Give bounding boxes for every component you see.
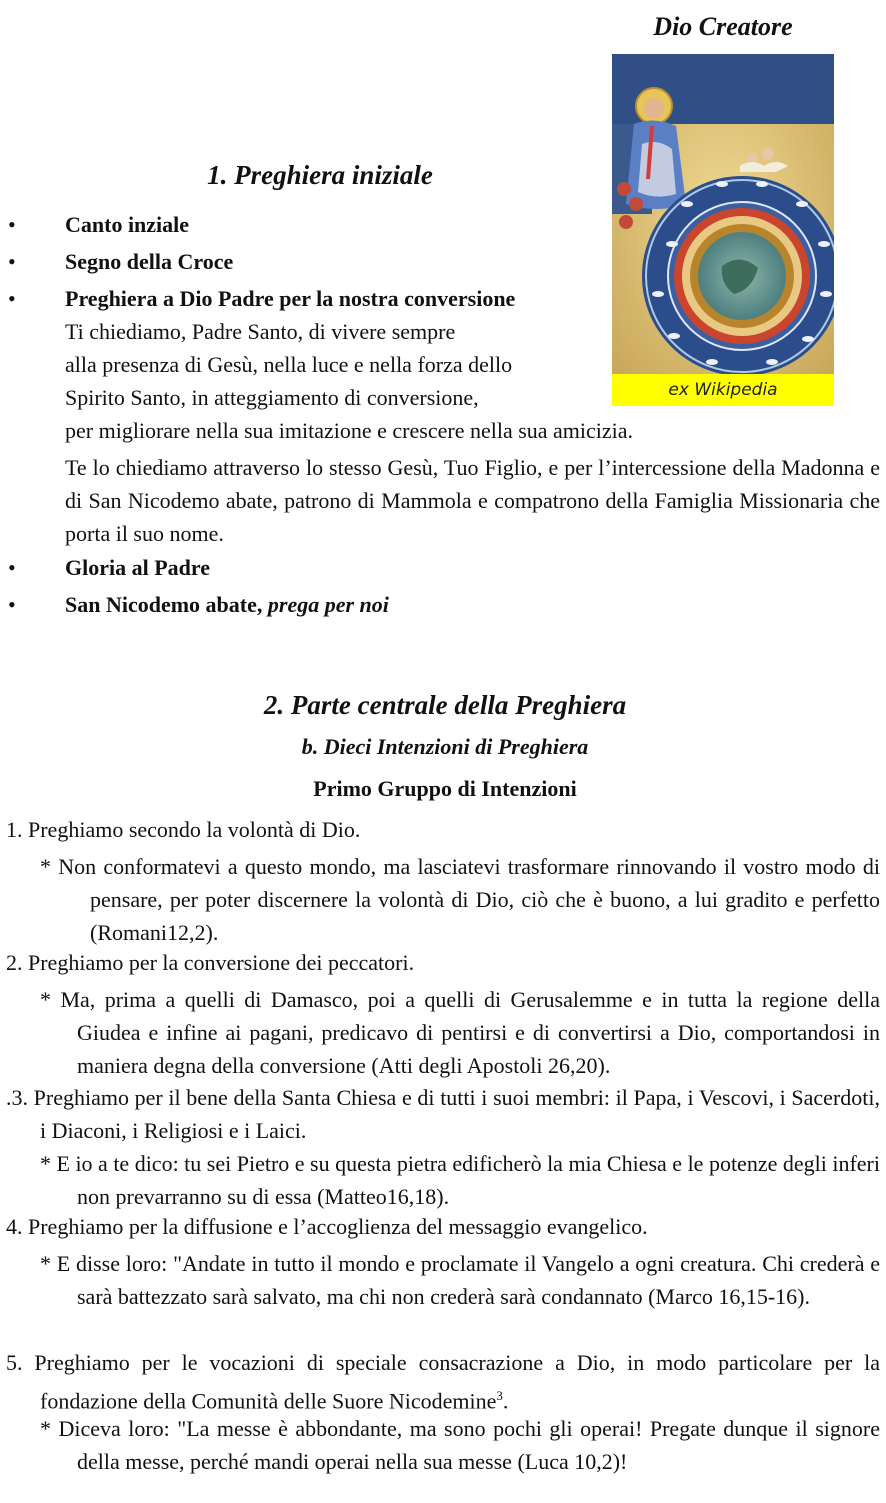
bullet-icon: • — [8, 286, 16, 311]
prayer-line: Spirito Santo, in atteggiamento di conversione, — [65, 385, 479, 410]
bullet-canto: Canto inziale — [65, 212, 190, 237]
group-title: Primo Gruppo di Intenzioni — [313, 776, 577, 801]
intention-5 — [6, 1346, 880, 1417]
prayer-paragraph: Te lo chiediamo attraverso lo stesso Gesù, Tuo Figlio, e per l’intercessione della Madonna e di San Nicodemo abate, patrono di Mammola e compatrono della Famiglia Missionaria che porta il suo nome. — [65, 455, 880, 546]
section-2-title: 2. Parte centrale della Preghiera — [263, 690, 627, 720]
intention-2-quote: * Ma, prima a quelli di Damasco, poi a quelli di Gerusalemme e in tutta la regione della Giudea e infine ai pagani, predicavo di pentirsi e di convertirsi a Dio, comportandosi in maniera degna della conversione (Atti degli Apostoli 26,20). — [40, 987, 880, 1078]
bullet-icon: • — [8, 555, 16, 580]
intention-4: 4. Preghiamo per la diffusione e l’accoglienza del messaggio evangelico. — [6, 1214, 648, 1239]
dio-creatore-painting — [612, 54, 834, 406]
intention-4-quote: * E disse loro: "Andate in tutto il mondo e proclamate il Vangelo a ogni creatura. Chi crederà e sarà battezzato sarà salvato, ma chi non crederà sarà condannato (Marco 16,15-16). — [40, 1251, 880, 1309]
bullet-icon: • — [8, 212, 16, 237]
intention-5-end: . — [502, 1388, 509, 1414]
bullet-san-nicodemo — [65, 592, 389, 618]
section-2-subtitle: b. Dieci Intenzioni di Preghiera — [301, 734, 589, 759]
intention-5-quote: * Diceva loro: "La messe è abbondante, ma sono pochi gli operai! Pregate dunque il signore della messe, perché mandi operai nella sua messe (Luca 10,2)! — [40, 1416, 880, 1474]
intention-1-quote: * Non conformatevi a questo mondo, ma lasciatevi trasformare rinnovando il vostro modo di pensare, per poter discernere la volontà di Dio, ciò che è buono, a lui gradito e perfetto (Romani12,2). — [40, 854, 880, 945]
image-title: Dio Creatore — [653, 12, 793, 41]
prayer-line: Ti chiediamo, Padre Santo, di vivere sempre — [65, 319, 456, 344]
prega-per-noi: prega per noi — [267, 592, 389, 617]
intention-3-quote: * E io a te dico: tu sei Pietro e su questa pietra edificherò la mia Chiesa e le potenze degli inferi non prevarranno su di essa (Matteo16,18). — [40, 1151, 880, 1209]
intention-5-text: 5. Preghiamo per le vocazioni di speciale consacrazione a Dio, in modo particolare per la fondazione della Comunità delle Suore Nicodemine — [6, 1350, 880, 1414]
bullet-segno: Segno della Croce — [65, 249, 234, 274]
intention-1: 1. Preghiamo secondo la volontà di Dio. — [6, 817, 361, 842]
intention-3: .3. Preghiamo per il bene della Santa Chiesa e di tutti i suoi membri: il Papa, i Vescovi, i Sacerdoti, i Diaconi, i Religiosi e i Laici. — [6, 1085, 880, 1143]
footnote-ref: 3 — [496, 1388, 503, 1403]
bullet-preghiera: Preghiera a Dio Padre per la nostra conversione — [65, 286, 516, 311]
intention-2: 2. Preghiamo per la conversione dei peccatori. — [6, 950, 415, 975]
bullet-icon: • — [8, 592, 16, 617]
san-nicodemo-name: San Nicodemo abate, — [65, 592, 263, 617]
image-caption: ex Wikipedia — [612, 374, 834, 406]
section-1-title: 1. Preghiera iniziale — [207, 160, 433, 190]
prayer-line: per migliorare nella sua imitazione e crescere nella sua amicizia. — [65, 418, 634, 443]
bullet-gloria: Gloria al Padre — [65, 555, 211, 580]
bullet-icon: • — [8, 249, 16, 274]
painting-illustration — [612, 54, 834, 374]
prayer-line: alla presenza di Gesù, nella luce e nella forza dello — [65, 352, 513, 377]
